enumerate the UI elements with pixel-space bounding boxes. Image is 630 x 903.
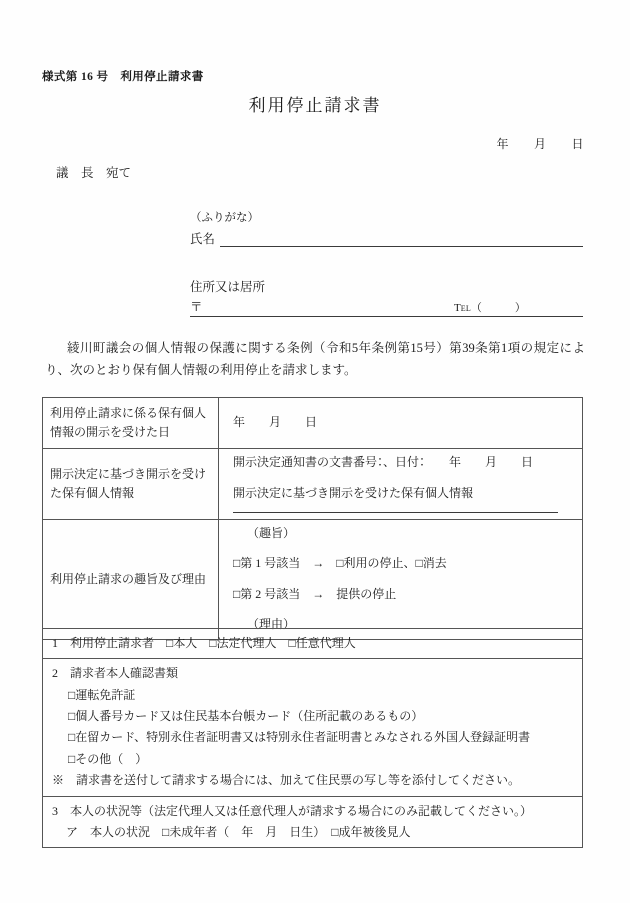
tel-label-t: T [454,302,461,314]
identity-documents-cell[interactable] [43,659,583,796]
disclosed-personal-info-line: 開示決定に基づき開示を受けた保有個人情報 [233,485,474,500]
requester-type-cell[interactable] [43,629,583,659]
table-row-requester-type [43,629,583,659]
principal-status-options[interactable]: ア 本人の状況 □未成年者（ 年 月 日生） □成年被後見人 [66,824,411,839]
row-header-disclosure-date: 利用停止請求に係る保有個人情報の開示を受けた日 [43,398,219,449]
identity-documents-title: 2 請求者本人確認書類 [52,666,179,681]
table-row-purpose-reason [43,520,583,640]
name-label: 氏名 [190,232,216,246]
row-value-disclosed-info[interactable] [219,449,583,520]
addressee-line: 議 長 宛て [56,166,132,180]
address-write-line[interactable] [190,316,583,317]
purpose-label: （趣旨） [247,526,296,540]
statement-paragraph: 綾川町議会の個人情報の保護に関する条例（令和5年条例第15号）第39条第1項の規定により、次のとおり保有個人情報の利用停止を請求します。 [45,341,585,377]
postal-mark-icon: 〒 [190,300,203,314]
date-entry-line: 年 月 日 [496,137,584,151]
row-header-disclosed-info: 開示決定に基づき開示を受けた保有個人情報 [43,449,219,520]
name-field-row [190,229,583,247]
table-row-principal-status [43,796,583,848]
principal-status-cell[interactable] [43,796,583,848]
row-header-purpose-reason: 利用停止請求の趣旨及び理由 [43,520,219,640]
telephone-field[interactable] [454,299,526,315]
checkbox-residence-card[interactable]: □在留カード、特別永住者証明書又は特別永住者証明書とみなされる外国人登録証明書 [68,730,531,745]
requester-type-line[interactable]: 1 利用停止請求者 □本人 □法定代理人 □任意代理人 [52,636,356,650]
disclosed-info-write-line[interactable] [233,511,558,513]
name-write-line[interactable] [220,246,583,247]
address-label: 住所又は居所 [190,280,266,294]
checkbox-my-number-card[interactable]: □個人番号カード又は住民基本台帳カード（住所記載のあるもの） [68,709,424,724]
identity-documents-note: ※ 請求書を送付して請求する場合には、加えて住民票の写し等を添付してください。 [52,773,521,788]
checkbox-item-clause-1[interactable]: □第 1 号該当 → □利用の停止、□消去 [233,556,447,571]
principal-status-title: 3 本人の状況等（法定代理人又は任意代理人が請求する場合にのみ記載してください。） [52,803,533,818]
request-details-table [42,397,583,640]
supplementary-table [42,628,583,848]
form-number: 様式第 16 号 利用停止請求書 [42,71,204,83]
row-value-disclosure-date[interactable]: 年 月 日 [219,398,583,449]
checkbox-other-document[interactable]: □その他（ ） [68,751,148,766]
furigana-label: （ふりがな） [190,212,259,224]
row-value-purpose-reason[interactable] [219,520,583,640]
table-row-identity-documents [43,659,583,796]
postal-field-row [190,298,583,317]
checkbox-drivers-license[interactable]: □運転免許証 [68,687,136,702]
tel-parens: （ ） [470,302,526,314]
disclosure-notice-line: 開示決定通知書の文書番号：、日付： 年 月 日 [233,455,534,470]
table-row-disclosure-date [43,398,583,449]
document-title: 利用停止請求書 [248,96,382,115]
tel-label-el: EL [460,304,471,313]
table-row-disclosed-info [43,449,583,520]
checkbox-item-clause-2[interactable]: □第 2 号該当 → 提供の停止 [233,586,397,601]
reason-label: （理由） [247,617,296,632]
